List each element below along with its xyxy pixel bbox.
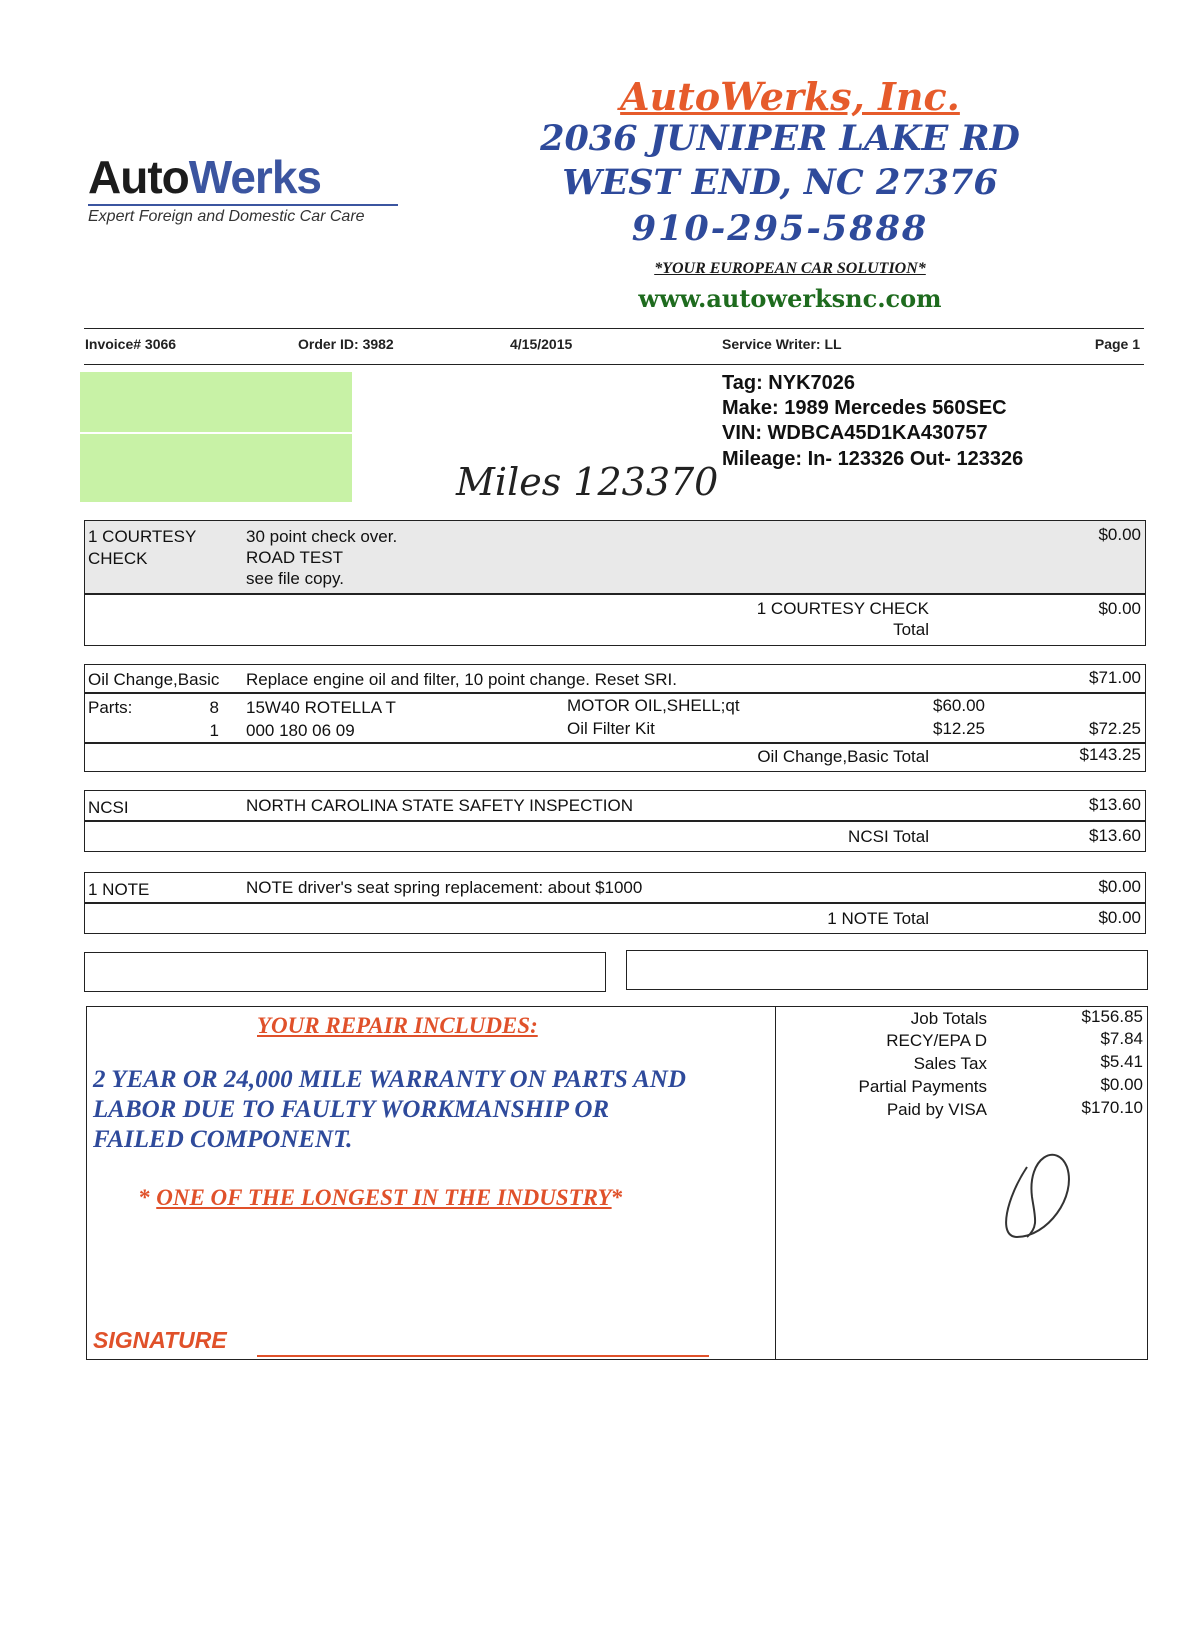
- autowerks-logo: [88, 150, 321, 204]
- ncsi-total-amount: $13.60: [1089, 826, 1141, 845]
- signature-label: SIGNATURE: [93, 1327, 227, 1353]
- warranty-totals-panel: [86, 1006, 1148, 1360]
- logo-auto: Auto: [88, 151, 189, 203]
- redacted-customer-name: [80, 372, 352, 432]
- company-name: AutoWerks, Inc.: [620, 74, 960, 119]
- oil-total-amount: $143.25: [1079, 745, 1141, 764]
- company-slogan: *YOUR EUROPEAN CAR SOLUTION*: [654, 260, 926, 277]
- info-bottom-rule: [84, 364, 1144, 365]
- oil-change-row: [84, 664, 1146, 694]
- note-total-row: [84, 902, 1146, 934]
- totals-value: $5.41: [1100, 1052, 1143, 1071]
- redacted-customer-address: [80, 434, 352, 502]
- page-number: Page 1: [1094, 336, 1140, 352]
- courtesy-desc-2: ROAD TEST: [246, 548, 343, 567]
- info-top-rule: [84, 328, 1144, 329]
- courtesy-check-row: [84, 520, 1146, 594]
- totals-label: Job Totals: [910, 1009, 987, 1028]
- courtesy-amount: $0.00: [1098, 525, 1141, 544]
- totals-value: $7.84: [1100, 1029, 1143, 1048]
- oil-job-amount: $71.00: [1089, 668, 1141, 687]
- courtesy-job-name-2: CHECK: [88, 549, 148, 568]
- courtesy-total-amount: $0.00: [1098, 599, 1141, 618]
- note-total-label: 1 NOTE Total: [827, 909, 929, 928]
- courtesy-desc-1: 30 point check over.: [246, 527, 398, 546]
- invoice-number: Invoice# 3066: [85, 336, 177, 352]
- part-desc: Oil Filter Kit: [567, 719, 655, 738]
- oil-total-row: [84, 742, 1146, 772]
- oil-parts-section: [84, 692, 1146, 744]
- service-writer: Service Writer: LL: [722, 336, 842, 352]
- ncsi-job-desc: NORTH CAROLINA STATE SAFETY INSPECTION: [246, 796, 633, 815]
- vehicle-make: Make: 1989 Mercedes 560SEC: [722, 397, 1007, 419]
- warranty-line-2: LABOR DUE TO FAULTY WORKMANSHIP OR: [93, 1096, 610, 1123]
- address-line-2: WEST END, NC 27376: [562, 162, 998, 203]
- logo-underline: [88, 204, 398, 206]
- warranty-line-1: 2 YEAR OR 24,000 MILE WARRANTY ON PARTS AND: [93, 1066, 686, 1093]
- logo-tagline: Expert Foreign and Domestic Car Care: [88, 208, 365, 225]
- ncsi-job-name: NCSI: [88, 798, 129, 817]
- vehicle-tag: Tag: NYK7026: [722, 372, 856, 394]
- handwritten-miles: Miles 123370: [456, 460, 719, 504]
- invoice-date: 4/15/2015: [510, 336, 573, 352]
- courtesy-total-row: [84, 594, 1146, 646]
- blank-box-right: [626, 950, 1148, 990]
- courtesy-total-label-2: Total: [893, 620, 929, 639]
- ncsi-amount: $13.60: [1089, 795, 1141, 814]
- totals-value: $156.85: [1081, 1007, 1143, 1026]
- ncsi-total-row: [84, 820, 1146, 852]
- warranty-footer-text: ONE OF THE LONGEST IN THE INDUSTRY: [156, 1185, 612, 1210]
- part-extended: $72.25: [1089, 719, 1141, 738]
- totals-label: Partial Payments: [858, 1077, 987, 1096]
- warranty-line-3: FAILED COMPONENT.: [93, 1126, 353, 1153]
- vehicle-mileage: Mileage: In- 123326 Out- 123326: [722, 448, 1024, 470]
- part-qty: 1: [209, 721, 219, 740]
- part-number: 000 180 06 09: [246, 721, 355, 740]
- warranty-footer: * ONE OF THE LONGEST IN THE INDUSTRY*: [139, 1185, 624, 1210]
- ncsi-row: [84, 790, 1146, 822]
- part-qty: 8: [209, 698, 219, 717]
- blank-box-left: [84, 952, 606, 992]
- address-line-1: 2036 JUNIPER LAKE RD: [540, 118, 1020, 159]
- totals-label: Sales Tax: [913, 1054, 987, 1073]
- order-id: Order ID: 3982: [298, 336, 394, 352]
- note-row: [84, 872, 1146, 904]
- vehicle-vin: VIN: WDBCA45D1KA430757: [722, 422, 988, 444]
- panel-divider: [775, 1007, 776, 1359]
- company-website: www.autowerksnc.com: [638, 284, 942, 313]
- totals-label: RECY/EPA D: [886, 1031, 987, 1050]
- note-amount: $0.00: [1098, 877, 1141, 896]
- part-number: 15W40 ROTELLA T: [246, 698, 396, 717]
- note-job-desc: NOTE driver's seat spring replacement: about $1000: [246, 878, 643, 897]
- oil-total-label: Oil Change,Basic Total: [757, 747, 929, 766]
- oil-job-desc: Replace engine oil and filter, 10 point change. Reset SRI.: [246, 670, 677, 689]
- logo-werks: Werks: [188, 151, 321, 203]
- totals-value: $170.10: [1081, 1098, 1143, 1117]
- phone-number: 910-295-5888: [631, 208, 929, 249]
- parts-label: Parts:: [88, 698, 133, 717]
- courtesy-job-name-1: 1 COURTESY: [88, 527, 197, 546]
- part-price: $12.25: [933, 719, 985, 738]
- courtesy-total-label-1: 1 COURTESY CHECK: [756, 599, 929, 618]
- totals-value: $0.00: [1100, 1075, 1143, 1094]
- ncsi-total-label: NCSI Total: [848, 827, 929, 846]
- warranty-heading: YOUR REPAIR INCLUDES:: [257, 1013, 538, 1038]
- courtesy-desc-3: see file copy.: [246, 569, 344, 588]
- handwritten-initials: [987, 1137, 1087, 1247]
- oil-job-name: Oil Change,Basic: [88, 670, 220, 689]
- part-desc: MOTOR OIL,SHELL;qt: [567, 696, 740, 715]
- totals-label: Paid by VISA: [886, 1100, 987, 1119]
- signature-line[interactable]: [257, 1355, 709, 1357]
- part-price: $60.00: [933, 696, 985, 715]
- note-total-amount: $0.00: [1098, 908, 1141, 927]
- note-job-name: 1 NOTE: [88, 880, 150, 899]
